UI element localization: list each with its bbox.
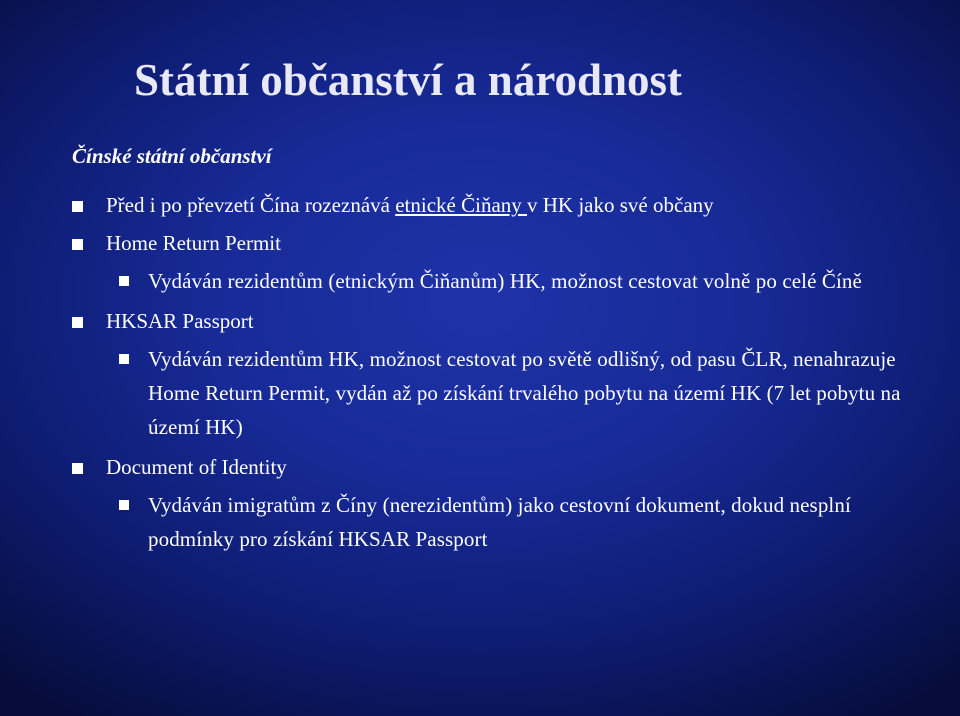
- square-bullet-icon: [72, 239, 83, 250]
- slide-title: Státní občanství a národnost: [134, 55, 683, 105]
- sub-bullet-item-permit-detail: [72, 264, 932, 298]
- square-bullet-icon: [72, 201, 83, 212]
- bullet-item-home-return-permit: [72, 226, 932, 260]
- item-text: Vydáván rezidentům (etnickým Čiňanům) HK, možnost cestovat volně po celé Číně: [148, 269, 862, 293]
- sub-bullet-item-identity-detail: [72, 488, 932, 556]
- square-bullet-icon: [72, 463, 83, 474]
- item-text-pre: Před i po převzetí Čína rozeznává: [106, 193, 396, 217]
- square-bullet-icon: [119, 500, 129, 510]
- slide-content: [72, 142, 932, 562]
- ethnic-chinese-link[interactable]: etnické Čiňany: [395, 193, 528, 217]
- square-bullet-icon: [119, 276, 129, 286]
- bullet-item-document-of-identity: [72, 450, 932, 484]
- bullet-item-recognition: [72, 188, 932, 222]
- square-bullet-icon: [119, 354, 129, 364]
- item-text: Home Return Permit: [106, 231, 281, 255]
- item-text-post: v HK jako své občany: [527, 193, 714, 217]
- section-heading: Čínské státní občanství: [72, 144, 272, 168]
- item-text: Vydáván rezidentům HK, možnost cestovat po světě odlišný, od pasu ČLR, nenahrazuje Home Return Permit, vydán až po získání trvalého pobytu na území HK (7 let pobytu na území HK): [148, 347, 901, 439]
- sub-bullet-item-passport-detail: [72, 342, 932, 444]
- item-text: Vydáván imigratům z Číny (nerezidentům) jako cestovní dokument, dokud nesplní podmínky pro získání HKSAR Passport: [148, 493, 851, 551]
- item-text: Document of Identity: [106, 455, 287, 479]
- item-text: HKSAR Passport: [106, 309, 254, 333]
- square-bullet-icon: [72, 317, 83, 328]
- bullet-item-hksar-passport: [72, 304, 932, 338]
